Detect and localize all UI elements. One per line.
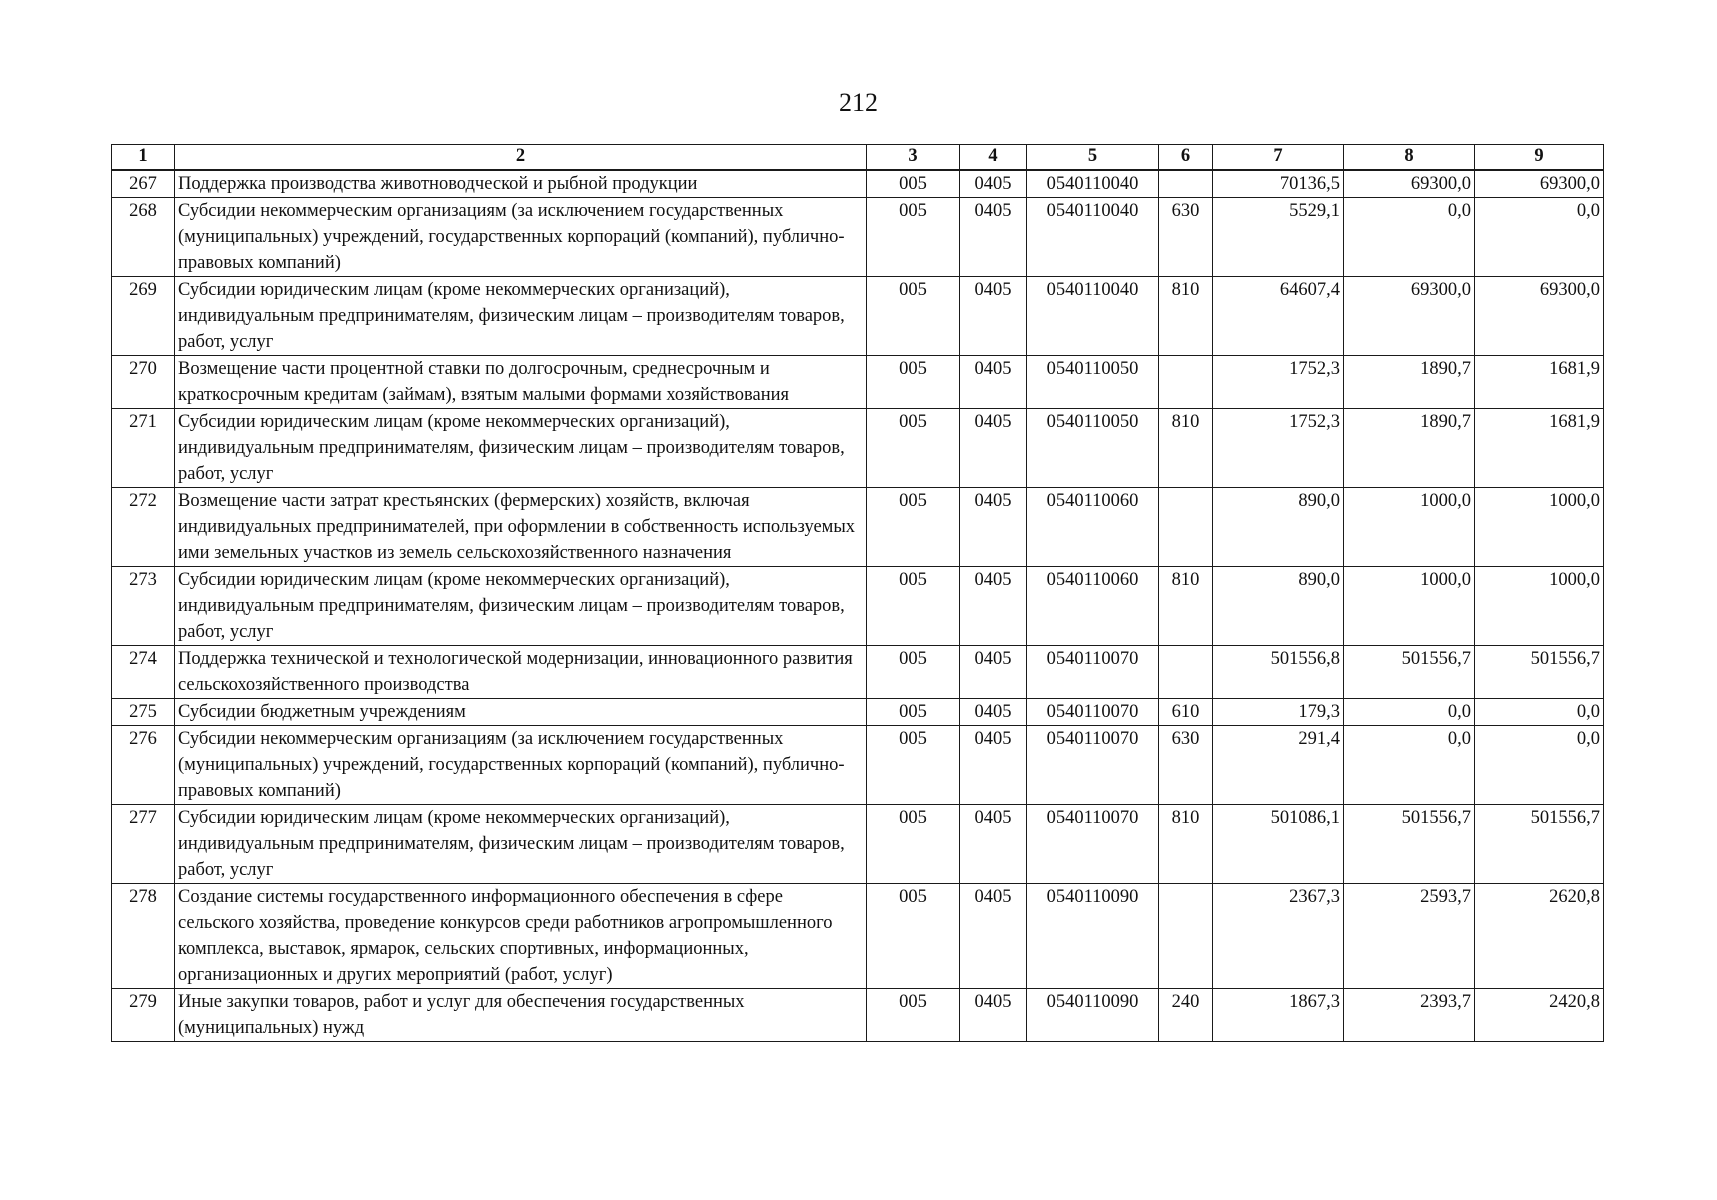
row-number: 271 [112, 409, 175, 488]
row-amount-7: 1752,3 [1213, 356, 1344, 409]
row-amount-7: 2367,3 [1213, 884, 1344, 989]
row-code-3: 005 [867, 277, 960, 356]
row-number: 276 [112, 726, 175, 805]
row-number: 270 [112, 356, 175, 409]
row-code-5: 0540110090 [1027, 884, 1159, 989]
row-amount-7: 1867,3 [1213, 989, 1344, 1042]
row-amount-8: 2593,7 [1344, 884, 1475, 989]
row-amount-7: 70136,5 [1213, 170, 1344, 198]
row-name: Субсидии бюджетным учреждениям [175, 699, 867, 726]
header-cell: 6 [1159, 145, 1213, 171]
table-row [112, 170, 1604, 198]
row-amount-9: 0,0 [1475, 726, 1604, 805]
row-number: 267 [112, 170, 175, 198]
row-amount-8: 0,0 [1344, 726, 1475, 805]
header-cell: 1 [112, 145, 175, 171]
row-code-3: 005 [867, 726, 960, 805]
row-amount-8: 501556,7 [1344, 646, 1475, 699]
row-name: Субсидии юридическим лицам (кроме некоммерческих организаций), индивидуальным предпринимателям, физическим лицам – производителям товаров, работ, услуг [175, 805, 867, 884]
row-amount-9: 69300,0 [1475, 170, 1604, 198]
row-amount-7: 501556,8 [1213, 646, 1344, 699]
table-row [112, 488, 1604, 567]
row-code-4: 0405 [960, 409, 1027, 488]
row-code-6 [1159, 356, 1213, 409]
header-cell: 2 [175, 145, 867, 171]
row-code-5: 0540110050 [1027, 409, 1159, 488]
row-code-6 [1159, 646, 1213, 699]
row-code-3: 005 [867, 805, 960, 884]
header-cell: 7 [1213, 145, 1344, 171]
row-code-3: 005 [867, 699, 960, 726]
row-code-3: 005 [867, 356, 960, 409]
row-amount-8: 1000,0 [1344, 567, 1475, 646]
row-amount-9: 2420,8 [1475, 989, 1604, 1042]
row-name: Поддержка технической и технологической модернизации, инновационного развития сельскохозяйственного производства [175, 646, 867, 699]
row-amount-7: 890,0 [1213, 488, 1344, 567]
row-amount-7: 179,3 [1213, 699, 1344, 726]
row-amount-9: 1000,0 [1475, 567, 1604, 646]
row-name: Иные закупки товаров, работ и услуг для обеспечения государственных (муниципальных) нужд [175, 989, 867, 1042]
row-amount-8: 1890,7 [1344, 409, 1475, 488]
header-cell: 3 [867, 145, 960, 171]
header-cell: 8 [1344, 145, 1475, 171]
row-code-3: 005 [867, 989, 960, 1042]
row-code-4: 0405 [960, 198, 1027, 277]
row-code-3: 005 [867, 198, 960, 277]
row-code-6: 610 [1159, 699, 1213, 726]
table-body [112, 170, 1604, 1042]
row-amount-7: 890,0 [1213, 567, 1344, 646]
row-amount-9: 2620,8 [1475, 884, 1604, 989]
row-number: 279 [112, 989, 175, 1042]
row-amount-9: 501556,7 [1475, 646, 1604, 699]
row-amount-9: 1681,9 [1475, 356, 1604, 409]
row-code-4: 0405 [960, 170, 1027, 198]
row-number: 275 [112, 699, 175, 726]
row-name: Возмещение части затрат крестьянских (фермерских) хозяйств, включая индивидуальных предпринимателей, при оформлении в собственность используемых ими земельных участков из земель сельскохозяйственного назначения [175, 488, 867, 567]
row-code-5: 0540110040 [1027, 198, 1159, 277]
row-number: 278 [112, 884, 175, 989]
row-code-6: 240 [1159, 989, 1213, 1042]
header-cell: 4 [960, 145, 1027, 171]
row-amount-8: 2393,7 [1344, 989, 1475, 1042]
row-code-5: 0540110070 [1027, 805, 1159, 884]
row-code-4: 0405 [960, 567, 1027, 646]
row-amount-9: 501556,7 [1475, 805, 1604, 884]
row-name: Субсидии юридическим лицам (кроме некоммерческих организаций), индивидуальным предпринимателям, физическим лицам – производителям товаров, работ, услуг [175, 409, 867, 488]
row-number: 274 [112, 646, 175, 699]
row-code-6: 810 [1159, 277, 1213, 356]
row-code-4: 0405 [960, 277, 1027, 356]
row-amount-7: 1752,3 [1213, 409, 1344, 488]
table-row [112, 726, 1604, 805]
row-code-3: 005 [867, 409, 960, 488]
row-number: 277 [112, 805, 175, 884]
row-amount-7: 291,4 [1213, 726, 1344, 805]
row-amount-8: 1000,0 [1344, 488, 1475, 567]
row-number: 269 [112, 277, 175, 356]
row-amount-8: 1890,7 [1344, 356, 1475, 409]
budget-table [111, 144, 1604, 1042]
table-row [112, 409, 1604, 488]
row-name: Субсидии юридическим лицам (кроме некоммерческих организаций), индивидуальным предпринимателям, физическим лицам – производителям товаров, работ, услуг [175, 277, 867, 356]
row-code-6: 630 [1159, 198, 1213, 277]
row-amount-9: 1681,9 [1475, 409, 1604, 488]
header-row [112, 145, 1604, 171]
row-code-6: 810 [1159, 805, 1213, 884]
row-amount-7: 64607,4 [1213, 277, 1344, 356]
table-row [112, 277, 1604, 356]
row-code-4: 0405 [960, 989, 1027, 1042]
row-number: 272 [112, 488, 175, 567]
row-code-4: 0405 [960, 699, 1027, 726]
table-row [112, 356, 1604, 409]
table-row [112, 198, 1604, 277]
row-amount-8: 501556,7 [1344, 805, 1475, 884]
row-code-4: 0405 [960, 884, 1027, 989]
row-code-5: 0540110040 [1027, 277, 1159, 356]
row-code-3: 005 [867, 170, 960, 198]
row-code-3: 005 [867, 567, 960, 646]
header-cell: 5 [1027, 145, 1159, 171]
table-row [112, 805, 1604, 884]
row-amount-7: 501086,1 [1213, 805, 1344, 884]
row-code-6: 810 [1159, 409, 1213, 488]
table-row [112, 884, 1604, 989]
row-amount-7: 5529,1 [1213, 198, 1344, 277]
row-code-4: 0405 [960, 805, 1027, 884]
row-code-5: 0540110070 [1027, 646, 1159, 699]
row-code-5: 0540110070 [1027, 699, 1159, 726]
row-code-6: 630 [1159, 726, 1213, 805]
table-row [112, 989, 1604, 1042]
row-name: Поддержка производства животноводческой и рыбной продукции [175, 170, 867, 198]
table-row [112, 567, 1604, 646]
row-code-5: 0540110040 [1027, 170, 1159, 198]
row-name: Создание системы государственного информационного обеспечения в сфере сельского хозяйства, проведение конкурсов среди работников агропромышленного комплекса, выставок, ярмарок, сельских спортивных, информационных, организационных и других мероприятий (работ, услуг) [175, 884, 867, 989]
row-number: 268 [112, 198, 175, 277]
row-number: 273 [112, 567, 175, 646]
row-amount-9: 0,0 [1475, 699, 1604, 726]
row-code-5: 0540110060 [1027, 488, 1159, 567]
row-code-5: 0540110050 [1027, 356, 1159, 409]
row-name: Субсидии некоммерческим организациям (за исключением государственных (муниципальных) учреждений, государственных корпораций (компаний), публично-правовых компаний) [175, 198, 867, 277]
row-code-4: 0405 [960, 726, 1027, 805]
row-name: Субсидии юридическим лицам (кроме некоммерческих организаций), индивидуальным предпринимателям, физическим лицам – производителям товаров, работ, услуг [175, 567, 867, 646]
row-code-3: 005 [867, 488, 960, 567]
row-code-6 [1159, 170, 1213, 198]
row-amount-9: 1000,0 [1475, 488, 1604, 567]
row-code-3: 005 [867, 884, 960, 989]
row-name: Возмещение части процентной ставки по долгосрочным, среднесрочным и краткосрочным кредитам (займам), взятым малыми формами хозяйствования [175, 356, 867, 409]
row-name: Субсидии некоммерческим организациям (за исключением государственных (муниципальных) учреждений, государственных корпораций (компаний), публично-правовых компаний) [175, 726, 867, 805]
row-code-5: 0540110070 [1027, 726, 1159, 805]
row-code-4: 0405 [960, 488, 1027, 567]
row-amount-8: 0,0 [1344, 699, 1475, 726]
row-amount-9: 0,0 [1475, 198, 1604, 277]
row-code-5: 0540110060 [1027, 567, 1159, 646]
row-code-6 [1159, 488, 1213, 567]
table-row [112, 699, 1604, 726]
row-code-6: 810 [1159, 567, 1213, 646]
row-code-6 [1159, 884, 1213, 989]
row-code-3: 005 [867, 646, 960, 699]
table-row [112, 646, 1604, 699]
table-header [112, 145, 1604, 171]
row-code-4: 0405 [960, 646, 1027, 699]
header-cell: 9 [1475, 145, 1604, 171]
page-number: 212 [839, 88, 878, 117]
row-amount-8: 69300,0 [1344, 170, 1475, 198]
row-amount-9: 69300,0 [1475, 277, 1604, 356]
row-code-5: 0540110090 [1027, 989, 1159, 1042]
row-amount-8: 0,0 [1344, 198, 1475, 277]
row-code-4: 0405 [960, 356, 1027, 409]
row-amount-8: 69300,0 [1344, 277, 1475, 356]
